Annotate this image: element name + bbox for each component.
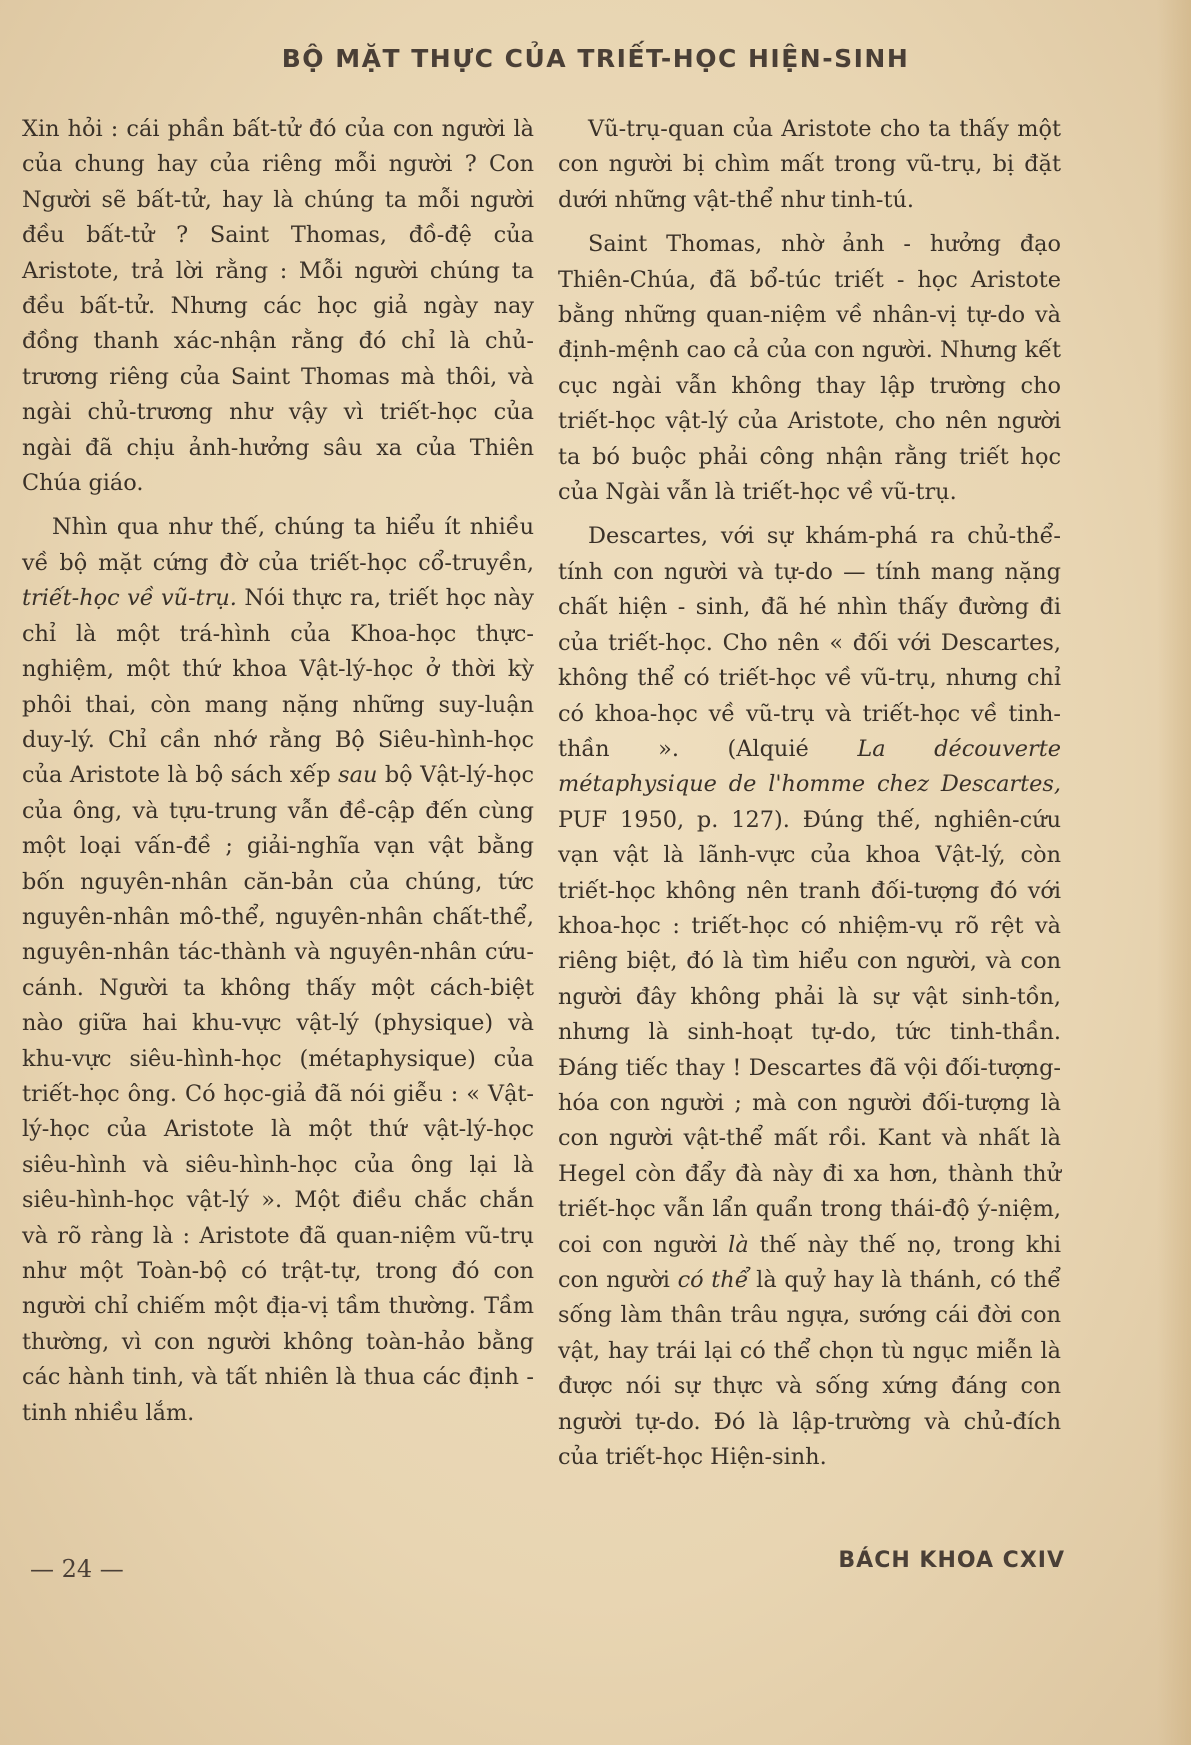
paragraph: Vũ-trụ-quan của Aristote cho ta thấy một con người bị chìm mất trong vũ-trụ, bị đặt dưới những vật-thể như tinh-tú.: [558, 116, 1061, 213]
italic-word: có thể: [677, 1267, 749, 1293]
text-run: Nói thực ra, triết học này chỉ là một trá-hình của Khoa-học thực-nghiệm, một thứ khoa Vật-lý-học ở thời kỳ phôi thai, còn mang nặng những suy-luận duy-lý. Chỉ cần nhớ rằng Bộ Siêu-hình-học của Aristote là bộ sách xếp: [22, 585, 534, 789]
right-column: [558, 112, 1061, 1475]
page-number: — 24 —: [30, 1555, 124, 1583]
paragraph: [22, 510, 534, 1431]
text-run: là quỷ hay là thánh, có thể sống làm thân trâu ngựa, sướng cái đời con vật, hay trái lại có thể chọn tù ngục miễn là được nói sự thực và sống xứng đáng con người tự-do. Đó là lập-trường và chủ-đích của triết-học Hiện-sinh.: [558, 1267, 1061, 1471]
text-run: bộ Vật-lý-học của ông, và tựu-trung vẫn đề-cập đến cùng một loại vấn-đề ; giải-nghĩa vạn vật bằng bốn nguyên-nhân căn-bản của chúng, tức nguyên-nhân mô-thể, nguyên-nhân chất-thể, nguyên-nhân tác-thành và nguyên-nhân cứu-cánh. Người ta không thấy một cách-biệt nào giữa hai khu-vực vật-lý (physique) và khu-vực siêu-hình-học (métaphysique) của triết-học ông. Có học-giả đã nói giễu : « Vật-lý-học của Aristote là một thứ vật-lý-học siêu-hình và siêu-hình-học của ông lại là siêu-hình-học vật-lý ». Một điều chắc chắn và rõ ràng là : Aristote đã quan-niệm vũ-trụ như một Toàn-bộ có trật-tự, trong đó con người chỉ chiếm một địa-vị tầm thường. Tầm thường, vì con người không toàn-hảo bằng các hành tinh, và tất nhiên là thua các định - tinh nhiều lắm.: [22, 762, 535, 1426]
paragraph: Saint Thomas, nhờ ảnh - hưởng đạo Thiên-Chúa, đã bổ-túc triết - học Aristote bằng những quan-niệm về nhân-vị tự-do và định-mệnh cao cả của con người. Nhưng kết cục ngài vẫn không thay lập trường cho triết-học vật-lý của Aristote, cho nên người ta bó buộc phải công nhận rằng triết học của Ngài vẫn là triết-học về vũ-trụ.: [558, 231, 1061, 506]
paragraph: Xin hỏi : cái phần bất-tử đó của con người là của chung hay của riêng mỗi người ? Con Người sẽ bất-tử, hay là chúng ta mỗi người đều bất-tử ? Saint Thomas, đồ-đệ của Aristote, trả lời rằng : Mỗi người chúng ta đều bất-tử. Nhưng các học giả ngày nay đồng thanh xác-nhận rằng đó chỉ là chủ-trương riêng của Saint Thomas mà thôi, và ngài chủ-trương như vậy vì triết-học của ngài đã chịu ảnh-hưởng sâu xa của Thiên Chúa giáo.: [22, 116, 534, 497]
text-run: Descartes, với sự khám-phá ra chủ-thể-tính con người và tự-do — tính mang nặng chất hiện - sinh, đã hé nhìn thấy đường đi của triết-học. Cho nên « đối với Descartes, không thể có triết-học về vũ-trụ, nhưng chỉ có khoa-học về vũ-trụ và triết-học về tinh-thần ». (Alquié: [558, 523, 1061, 762]
italic-word: sau: [338, 762, 378, 789]
paper-edge: [1157, 0, 1191, 1745]
italic-word: là: [728, 1231, 749, 1258]
running-title: BỘ MẶT THỰC CỦA TRIẾT-HỌC HIỆN-SINH: [281, 44, 910, 73]
text-run: PUF 1950, p. 127). Đúng thế, nghiên-cứu vạn vật là lãnh-vực của khoa Vật-lý, còn triết-học không nên tranh đối-tượng đó với khoa-học : triết-học có nhiệm-vụ rõ rệt và riêng biệt, đó là tìm hiểu con người, và con người đây không phải là sự vật sinh-tồn, nhưng là sinh-hoạt tự-do, tức tinh-thần. Đáng tiếc thay ! Descartes đã vội đối-tượng-hóa con người ; mà con người đối-tượng là con người vật-thể mất rồi. Kant và nhất là Hegel còn đẩy đà này đi xa hơn, thành thử triết-học vẫn lẩn quẩn trong thái-độ ý-niệm, coi con người: [558, 806, 1061, 1258]
book-title: La découverte métaphysique de l'homme chez Descartes,: [558, 735, 1061, 798]
italic-phrase: triết-học về vũ-trụ.: [22, 585, 237, 612]
text-run: Nhìn qua như thế, chúng ta hiểu ít nhiều về bộ mặt cứng đờ của triết-học cổ-truyền,: [22, 514, 534, 576]
left-column: [22, 112, 534, 1431]
magazine-issue: BÁCH KHOA CXIV: [838, 1548, 1065, 1573]
paragraph: [558, 519, 1061, 1475]
text-run: thế này thế nọ, trong khi con người: [558, 1231, 1061, 1293]
